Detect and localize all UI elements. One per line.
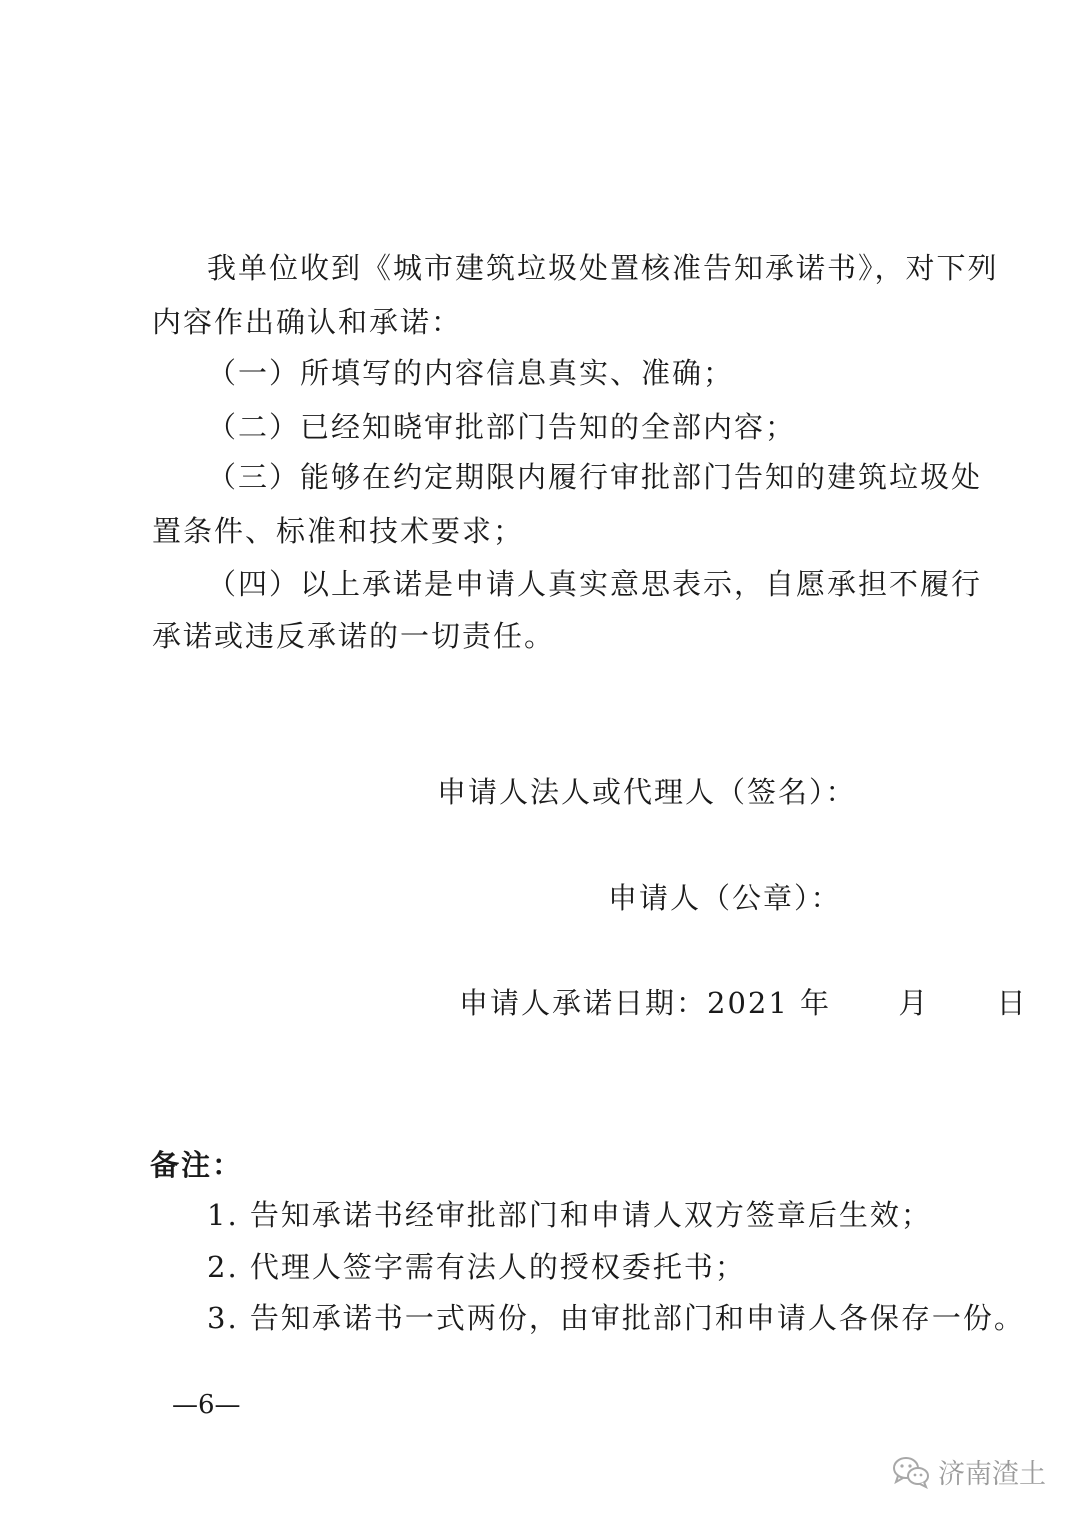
remark-item-3: 3. 告知承诺书一式两份，由审批部门和申请人各保存一份。 [207,1301,1025,1335]
remark-item-2: 2. 代理人签字需有法人的授权委托书； [207,1250,746,1284]
intro-line-2: 内容作出确认和承诺： [152,305,463,339]
commitment-item-1: （一）所填写的内容信息真实、准确； [207,356,735,390]
commitment-date-label: 申请人承诺日期：2021 年 月 日 [459,986,1028,1020]
commitment-item-4-line-1: （四）以上承诺是申请人真实意思表示，自愿承担不履行 [207,567,983,601]
watermark-text: 济南渣土 [938,1459,1046,1490]
remark-item-1: 1. 告知承诺书经审批部门和申请人双方签章后生效； [207,1198,932,1232]
commitment-item-4-line-2: 承诺或违反承诺的一切责任。 [152,619,556,653]
intro-line-1: 我单位收到《城市建筑垃圾处置核准告知承诺书》，对下列 [207,251,999,285]
commitment-item-3-line-2: 置条件、标准和技术要求； [152,514,525,548]
seal-label: 申请人（公章）： [608,881,842,915]
commitment-item-2: （二）已经知晓审批部门告知的全部内容； [207,410,797,444]
legal-person-signature-label: 申请人法人或代理人（签名）： [437,775,857,809]
remarks-title: 备注： [150,1148,244,1182]
page-number: —6— [172,1390,241,1420]
watermark [892,1452,1046,1491]
commitment-item-3-line-1: （三）能够在约定期限内履行审批部门告知的建筑垃圾处 [207,460,983,494]
wechat-icon [892,1455,930,1489]
